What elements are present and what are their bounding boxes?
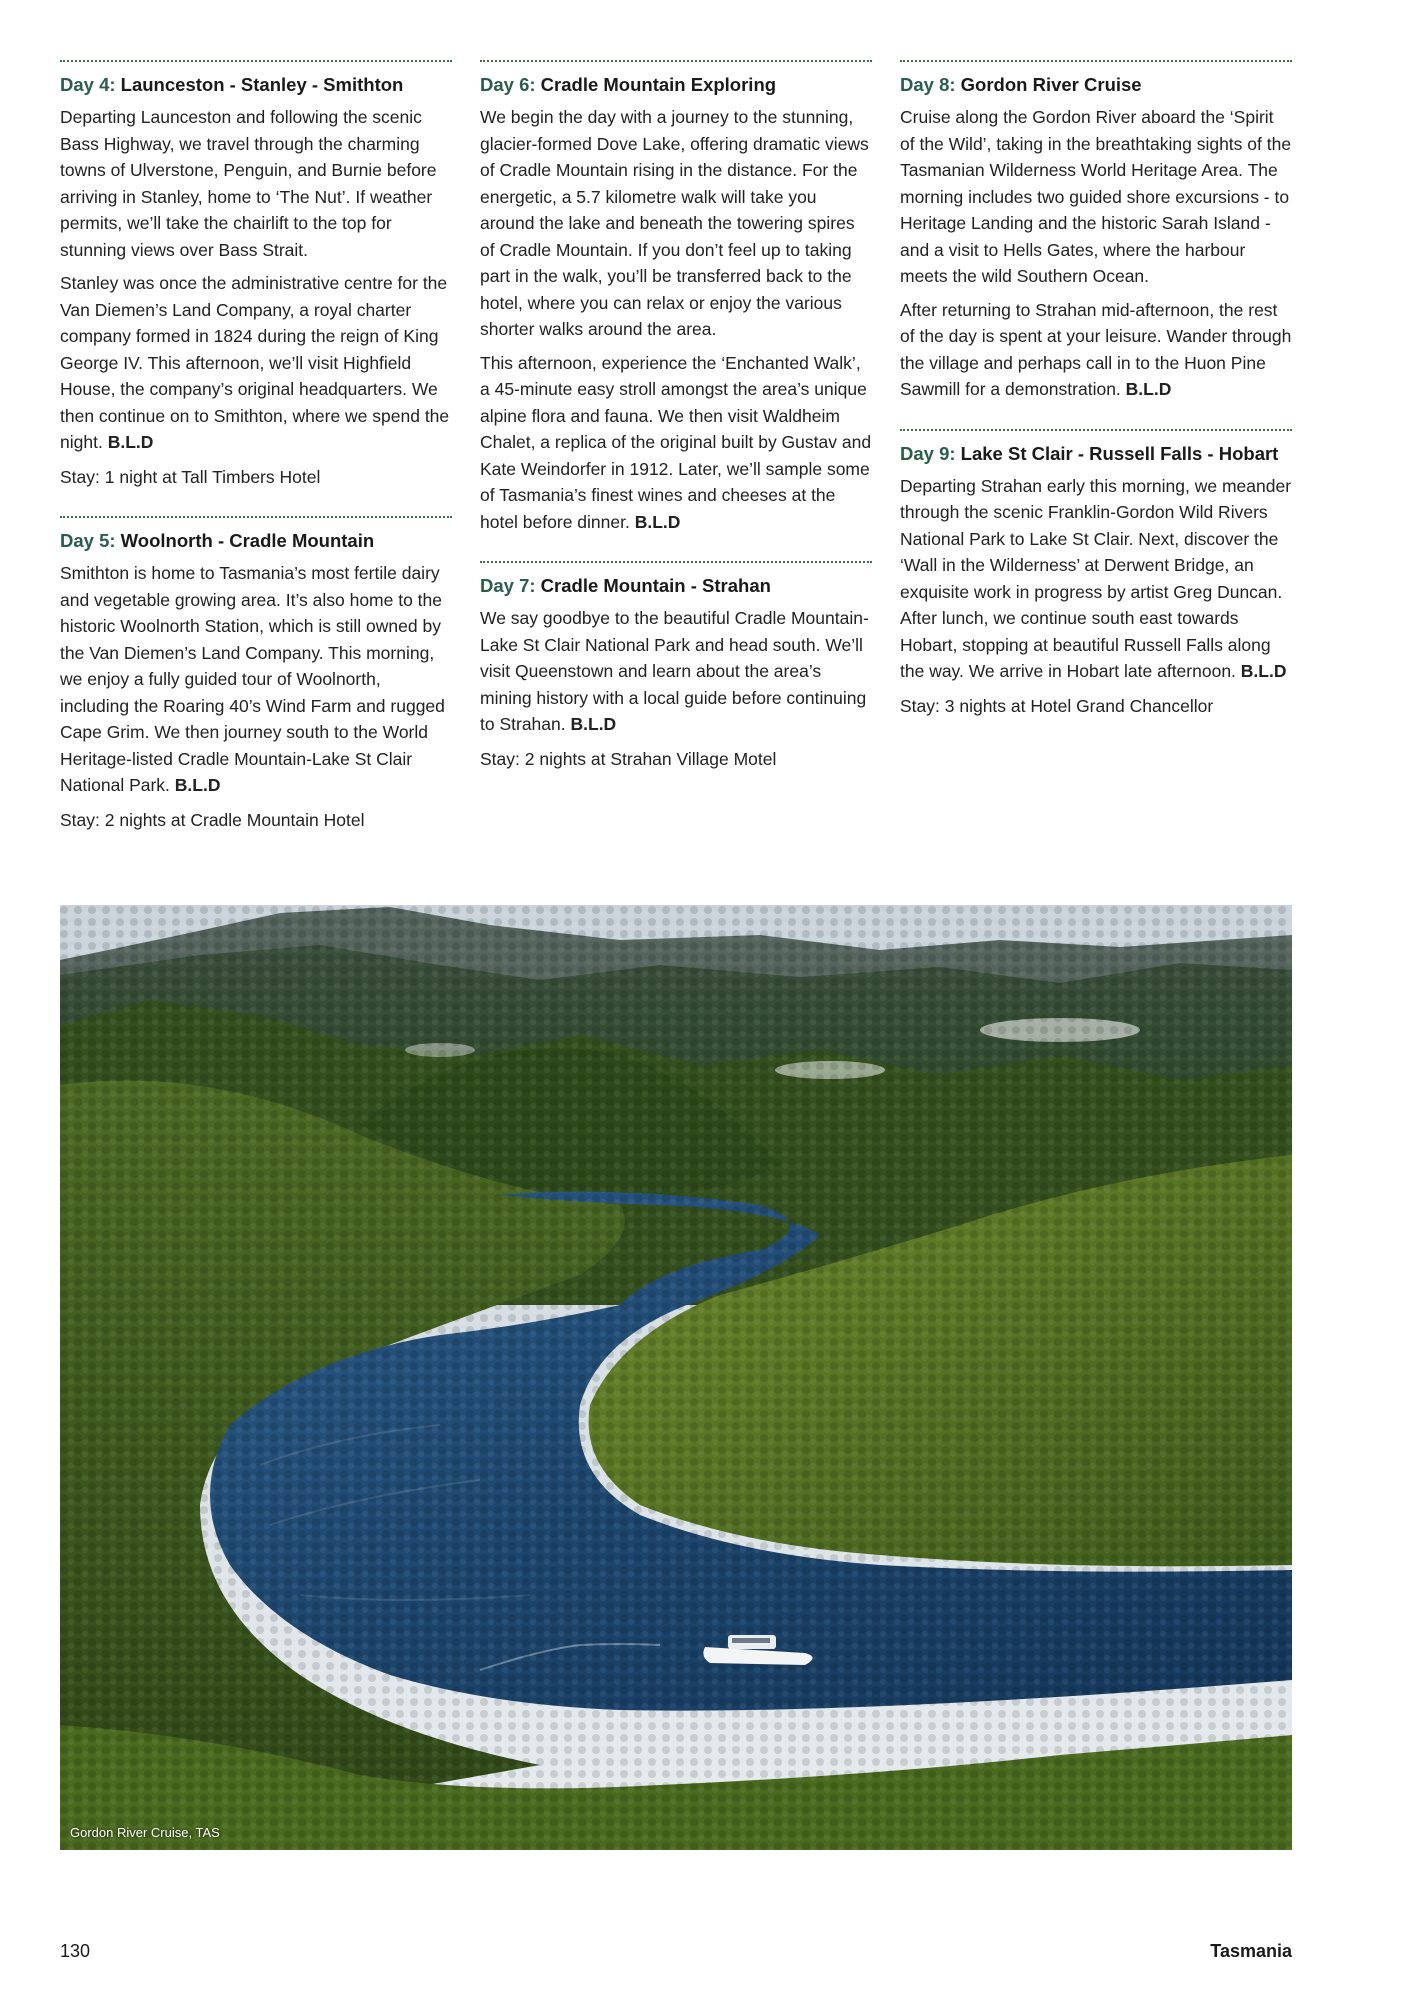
page-number: 130 — [60, 1941, 91, 1961]
paragraph-text: This afternoon, experience the ‘Enchanted Walk’, a 45-minute easy stroll amongst the area’s unique alpine flora and fauna. We then visit Waldheim Chalet, a replica of the original built by Gustav and Kate Weindorfer in 1912. Later, we’ll sample some of Tasmania’s finest wines and cheeses at the hotel before dinner. — [480, 352, 872, 532]
day-title: Gordon River Cruise — [960, 74, 1142, 95]
day-5-section — [60, 516, 452, 833]
day-label: Day 5: — [60, 530, 116, 551]
day-label: Day 6: — [480, 74, 536, 95]
meals-label: B.L.D — [1240, 661, 1287, 681]
paragraph-text: After returning to Strahan mid-afternoon, the rest of the day is spent at your leisure. Wander through the village and perhaps call in to the Huon Pine Sawmill for a demonstration. — [900, 299, 1292, 399]
day-6-section — [480, 60, 872, 535]
day-paragraph — [480, 605, 872, 738]
itinerary-column-1 — [60, 60, 452, 859]
stay-info: Stay: 3 nights at Hotel Grand Chancellor — [900, 695, 1214, 716]
paragraph-text: Stanley was once the administrative centre for the Van Diemen’s Land Company, a royal charter company formed in 1824 during the reign of King George IV. This afternoon, we’ll visit Highfield House, the company’s original headquarters. We then continue on to Smithton, where we spend the night. — [60, 273, 450, 452]
paragraph-text: We begin the day with a journey to the stunning, glacier-formed Dove Lake, offering dramatic views of Cradle Mountain rising in the distance. For the energetic, a 5.7 kilometre walk will take you around the lake and beneath the towering spires of Cradle Mountain. If you don’t feel up to taking part in the walk, you’ll be transferred back to the hotel, where you can relax or enjoy the various shorter walks around the area. — [480, 107, 869, 339]
meals-label: B.L.D — [107, 432, 154, 452]
day-paragraph — [900, 473, 1292, 685]
paragraph-text: Cruise along the Gordon River aboard the ‘Spirit of the Wild’, taking in the breathtaking sights of the Tasmanian Wilderness World Heritage Area. The morning includes two guided shore excursions - to Heritage Landing and the historic Sarah Island - and a visit to Hells Gates, where the harbour meets the wild Southern Ocean. — [900, 107, 1292, 286]
meals-label: B.L.D — [1125, 379, 1172, 399]
day-label: Day 8: — [900, 74, 956, 95]
day-title: Launceston - Stanley - Smithton — [120, 74, 404, 95]
day-paragraph — [60, 104, 452, 263]
paragraph-text: Departing Strahan early this morning, we meander through the scenic Franklin-Gordon Wild Rivers National Park to Lake St Clair. Next, discover the ‘Wall in the Wilderness’ at Derwent Bridge, an exquisite work in progress by artist Greg Duncan. After lunch, we continue south east towards Hobart, stopping at beautiful Russell Falls along the way. We arrive in Hobart late afternoon. — [900, 475, 1292, 681]
day-heading — [900, 74, 1292, 96]
day-title: Woolnorth - Cradle Mountain — [120, 530, 375, 551]
day-title: Lake St Clair - Russell Falls - Hobart — [960, 442, 1279, 464]
day-paragraph — [480, 350, 872, 536]
paragraph-text: We say goodbye to the beautiful Cradle Mountain-Lake St Clair National Park and head south. We’ll visit Queenstown and learn about the area’s mining history with a local guide before continuing to Strahan. — [480, 608, 869, 734]
paragraph-text: Departing Launceston and following the scenic Bass Highway, we travel through the charming towns of Ulverstone, Penguin, and Burnie before arriving in Stanley, home to ‘The Nut’. If weather permits, we’ll take the chairlift to the top for stunning views over Bass Strait. — [60, 107, 437, 260]
day-paragraph — [480, 104, 872, 343]
day-title: Cradle Mountain - Strahan — [540, 575, 771, 596]
day-label: Day 9: — [900, 442, 956, 464]
gordon-river-photo — [60, 905, 1292, 1850]
day-7-section — [480, 561, 872, 772]
day-paragraph — [60, 560, 452, 799]
stay-info: Stay: 1 night at Tall Timbers Hotel — [60, 466, 321, 487]
day-heading — [480, 575, 872, 597]
day-label: Day 4: — [60, 74, 116, 95]
itinerary-column-2 — [480, 60, 872, 798]
stay-info: Stay: 2 nights at Cradle Mountain Hotel — [60, 809, 365, 830]
day-heading — [60, 530, 452, 552]
itinerary-column-3 — [900, 60, 1292, 745]
day-9-section — [900, 429, 1292, 720]
day-heading — [60, 74, 452, 96]
paragraph-text: Smithton is home to Tasmania’s most fertile dairy and vegetable growing area. It’s also home to the historic Woolnorth Station, which is still owned by the Van Diemen’s Land Company. This morning, we enjoy a fully guided tour of Woolnorth, including the Roaring 40’s Wind Farm and rugged Cape Grim. We then journey south to the World Heritage-listed Cradle Mountain-Lake St Clair National Park. — [60, 563, 445, 795]
day-heading — [480, 74, 872, 96]
meals-label: B.L.D — [570, 714, 617, 734]
day-paragraph — [900, 104, 1292, 290]
day-heading — [900, 443, 1292, 465]
meals-label: B.L.D — [174, 775, 221, 795]
section-label: Tasmania — [1210, 1941, 1292, 1961]
river-landscape-illustration — [60, 905, 1292, 1850]
meals-label: B.L.D — [634, 511, 681, 532]
day-label: Day 7: — [480, 575, 536, 596]
day-8-section — [900, 60, 1292, 403]
day-title: Cradle Mountain Exploring — [540, 74, 777, 95]
day-paragraph — [60, 270, 452, 456]
day-4-section — [60, 60, 452, 490]
photo-caption: Gordon River Cruise, TAS — [70, 1825, 220, 1840]
day-paragraph — [900, 297, 1292, 403]
stay-info: Stay: 2 nights at Strahan Village Motel — [480, 748, 777, 769]
